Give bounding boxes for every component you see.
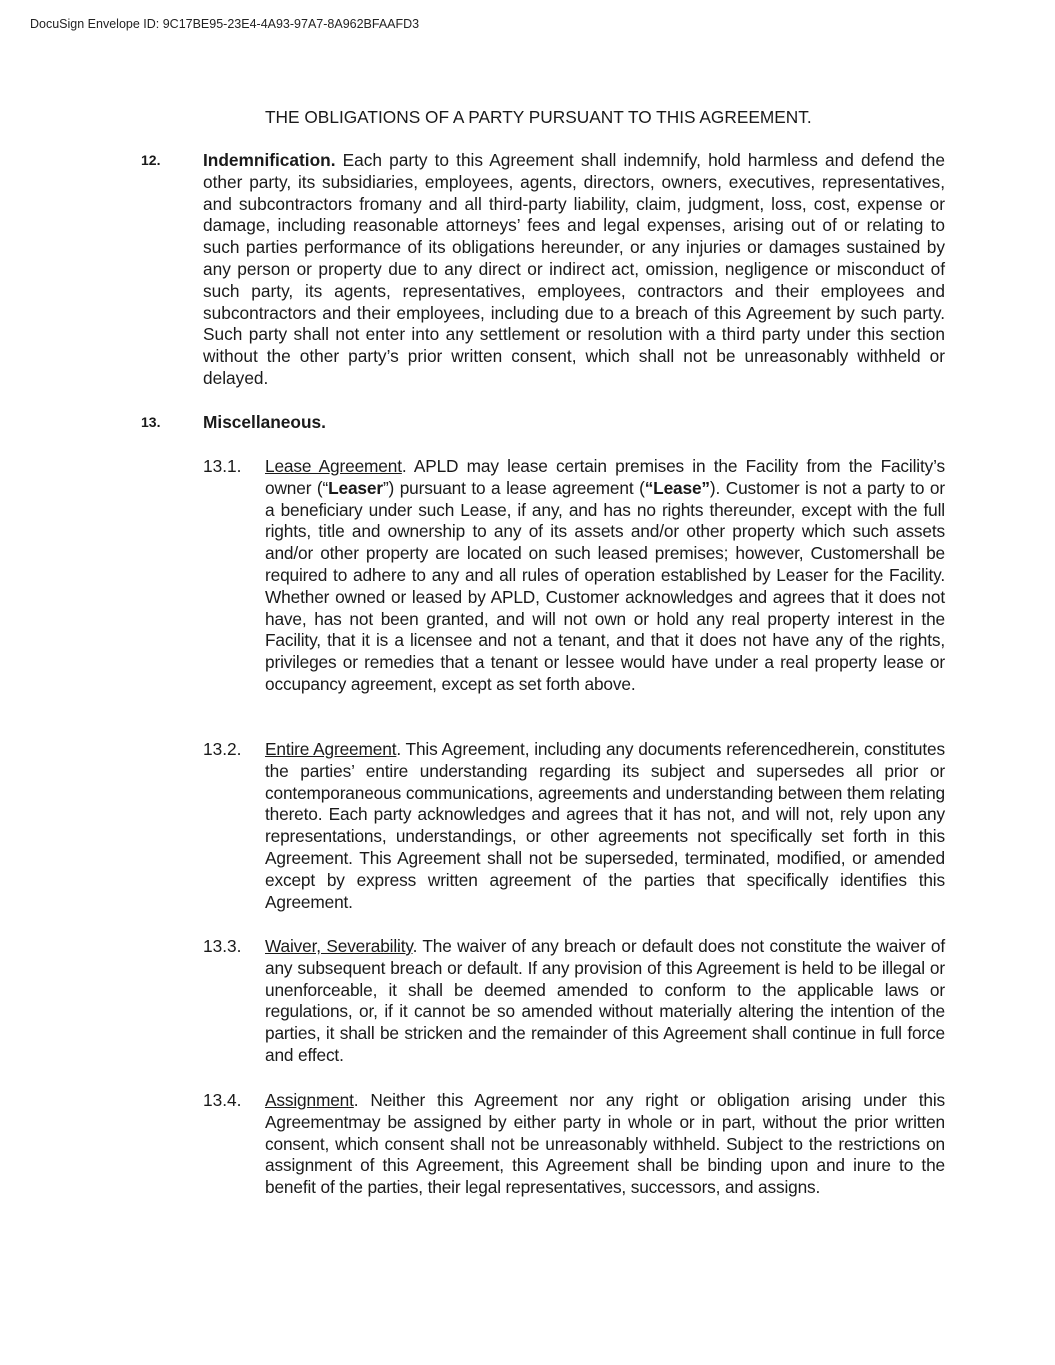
subsection-text: . This Agreement, including any documents referencedherein, constitutes the parties’ entire understanding regarding its subject and supersedes all prior or contemporaneous communications, agreements and understanding between them relating thereto. Each party acknowledges and agrees that it has not, and will not, rely upon any representations, understandings, or other agreements not specifically set forth in this Agreement. This Agreement shall not be superseded, terminated, modified, or amended except by express written agreement of the parties that specifically identifies this Agreement. xyxy=(265,739,945,912)
subsection-title: Lease Agreement xyxy=(265,456,402,476)
subsection-text: . The waiver of any breach or default does not constitute the waiver of any subsequent breach or default. If any provision of this Agreement is held to be illegal or unenforceable, it shall be deemed amended to conform to the applicable laws or regulations, or, if it cannot be so amended without materially altering the intention of the parties, it shall be stricken and the remainder of this Agreement shall continue in full force and effect. xyxy=(265,936,945,1065)
section-text: Each party to this Agreement shall indemnify, hold harmless and defend the other party, its subsidiaries, employees, agents, directors, owners, executives, representatives, and subcontractors fromany and all third-party liability, claim, judgment, loss, cost, expense or damage, including reasonable attorneys’ fees and legal expenses, arising out of or relating to such parties performance of its obligations hereunder, or any injuries or damages sustained by any person or property due to any direct or indirect act, omission, negligence or misconduct of such party, its agents, representatives, employees, contractors and their employees and subcontractors and their employees, including due to a breach of this Agreement by such party. Such party shall not enter into any settlement or resolution with a third party under this section without the other party’s prior written consent, which shall not be unreasonably withheld or delayed. xyxy=(203,150,945,388)
subsection-body xyxy=(265,739,945,913)
subsection-text: ). Customer is not a party to or a beneficiary under such Lease, if any, and has no rights thereunder, except with the full rights, title and ownership to any of its assets and/or other property which such assets and/or other property are located on such leased premises; however, Customershall be required to adhere to any and all rules of operation established by Leaser for the Facility. Whether owned or leased by APLD, Customer acknowledges and agrees that it does not have, has not been granted, and will not own or hold any real property interest in the Facility, that it is a licensee and not a tenant, and that it does not have any of the rights, privileges or remedies that a tenant or lessee would have under a real property lease or occupancy agreement, except as set forth above. xyxy=(265,477,945,694)
subsection-number: 13.1. xyxy=(203,456,242,476)
section-number: 12. xyxy=(141,152,161,168)
subsection-text: . Neither this Agreement nor any right or obligation arising under this Agreementmay be assigned by either party in whole or in part, without the prior written consent, which consent shall not be unreasonably withheld. Subject to the restrictions on assignment of this Agreement, this Agreement shall be binding upon and inure to the benefit of the parties, their legal representatives, successors, and assigns. xyxy=(265,1090,945,1198)
section-title: Indemnification. xyxy=(203,150,336,170)
subsection-13-1 xyxy=(203,456,945,696)
subsection-number: 13.2. xyxy=(203,739,242,759)
docusign-envelope-id: DocuSign Envelope ID: 9C17BE95-23E4-4A93-97A7-8A962BFAAFD3 xyxy=(30,17,420,31)
subsection-13-3 xyxy=(203,936,945,1067)
subsection-body xyxy=(265,936,945,1067)
section-body xyxy=(203,150,945,390)
subsection-13-4 xyxy=(203,1090,945,1199)
subsection-title: Entire Agreement xyxy=(265,739,397,759)
defined-term-lease: “Lease” xyxy=(644,477,710,498)
subsection-title: Waiver, Severability xyxy=(265,936,413,956)
subsection-number: 13.4. xyxy=(203,1090,242,1110)
section-13 xyxy=(141,412,945,434)
section-title: Miscellaneous. xyxy=(203,412,326,432)
subsection-text: ”) pursuant to a lease agreement ( xyxy=(382,477,645,498)
section-12 xyxy=(141,150,945,390)
subsection-13-2 xyxy=(203,739,945,913)
subsection-title: Assignment xyxy=(265,1090,354,1110)
carryover-text: THE OBLIGATIONS OF A PARTY PURSUANT TO THIS AGREEMENT. xyxy=(265,107,812,127)
subsection-number: 13.3. xyxy=(203,936,242,956)
subsection-body xyxy=(265,1090,945,1199)
section-number: 13. xyxy=(141,414,161,430)
defined-term-leaser: Leaser xyxy=(328,477,383,498)
subsection-body xyxy=(265,456,945,696)
subsection-text: . APLD may lease certain premises in the Facility from the Facility’s owner (“ xyxy=(265,456,945,498)
section-body xyxy=(203,412,945,434)
